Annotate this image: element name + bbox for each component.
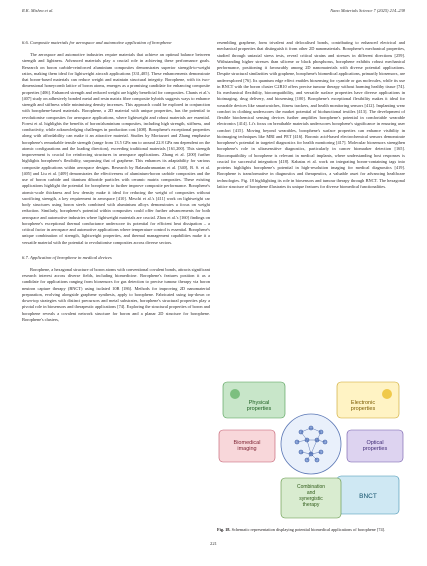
paragraph: The aerospace and automotive industries require materials that achieve an optimal balance between strength and lightness. Advanced materials play a crucial role in achieving these performance goals. Research on boron carbide-reinforced aluminium composites demonstrates superior strength-to-weight ratios, making them ideal for lightweight aircraft applications [331,405]. These enhancements demonstrate that boron-based materials can reduce weight and maintain structural integrity. Borophene, with its two-dimensional honeycomb lattice of boron atoms, emerges as a promising candidate for enhancing composite properties [406]. Enhanced strength and reduced weight are highly beneficial for composites. Chanis et al.'s [407] study on adhesively bonded metal and resin matrix fibre composite hybrids suggests ways to enhance strength and stiffness while minimising density increases. This approach could be explored in conjunction with borophene-based materials. Borophene, a 2D material with unique properties, has the potential to revolutionise composites for aerospace applications, where lightweight and robust materials are essential. Forest et al. highlights the benefits of boron/aluminium composites, including high strength, stiffness, and conductivity, while acknowledging challenges in production cost [408]. Borophene's exceptional properties along with affordability can make it an attractive material. Studies by Mortazavi and Zhang emphasise borophene's remarkable tensile strength (range from 13.5 GPa nm to around 22.8 GPa nm dependent on the atomic configurations and the loading direction), exceeding traditional materials [161,200]. This strength improvement is crucial for reinforcing structures in aerospace applications. Zhang et al. [200] further highlights borophene's flexibility, surpassing that of graphene. This enhances its adaptability for various composite applications within aerospace designs. Research by Balasubramanian et al. [340], B. S. et al. [405] and Liu et al. [409] demonstrates the effectiveness of aluminium-boron carbide composites and the use of boron carbide and titanium diboride particles with ceramic matrix composites. These existing applications highlight the potential for borophene to further improve composite performance. Borophene's atomic-scale thickness and low density make it ideal for reducing the weight of composites without sacrificing strength, a key requirement in aerospace [410]. Meschi et al.'s [411] work on lightweight car body structures using boron steels combined with aluminium alloys demonstrates a focus on weight reduction. Similarly, borophene's potential within composites could offer further advancements for both aerospace and automotive industries where lightweight materials are crucial. Zhou et al.'s [160] findings on borophene's exceptional thermal conductance underscore its potential for efficient heat dissipation – a critical factor in aerospace and automotive applications where temperature control is essential. Borophene's unique combination of strength, lightweight properties, and thermal management capabilities make it a versatile material with the potential to revolutionise composites across diverse sectors. bbox=[22, 52, 210, 245]
paragraph: Borophene, a hexagonal structure of boron atoms with conventional covalent bonds, attracts significant research interest across diverse fields, including biomedicine. Borophene's features position it as a candidate for applications ranging from biosensors for gas detection to precise tumour therapy via boron neutron capture therapy (BNCT) using isolated 10B [186]. Methods for improving 2D nanomaterial preparation, evolving alongside graphene synthesis, apply to borophene. Fabricated using top-down or down-top strategies with distinct precursors and metal substrates, borophene's structural properties play a pivotal role in biosensors and therapeutic applications [74]. Exploring the structural properties of boron and borophene reveals a covalent network structure for boron and a planar 2D structure for borophene. Borophene's clusters, bbox=[22, 266, 210, 322]
section-heading-6-6: 6.6. Composite materials for aerospace and automotive application of borophene bbox=[22, 40, 172, 45]
combination-therapy-panel bbox=[281, 478, 341, 518]
right-column bbox=[217, 40, 405, 190]
figure-caption bbox=[217, 527, 405, 533]
electronic-properties-panel bbox=[337, 382, 399, 418]
electronic-properties-label: Electronic properties bbox=[350, 400, 376, 412]
combination-therapy-label: Combination and synergistic therapy bbox=[296, 484, 326, 508]
page-number: 221 bbox=[210, 541, 217, 546]
optical-properties-label: Optical properties bbox=[362, 440, 388, 452]
biomedical-imaging-label: Biomedical imaging bbox=[233, 440, 261, 452]
left-column bbox=[22, 40, 210, 323]
bnct-label: BNCT bbox=[359, 493, 377, 500]
optical-properties-panel bbox=[347, 430, 403, 462]
bnct-panel bbox=[337, 476, 399, 514]
physical-properties-panel bbox=[223, 382, 285, 418]
running-header-authors: R.K. Mishra et al. bbox=[22, 8, 54, 13]
section-heading-6-7: 6.7. Application of borophene in medical devices bbox=[22, 254, 112, 260]
physical-properties-label: Physical properties bbox=[246, 400, 272, 412]
paragraph: resembling graphene, form trivalent and delocalised bonds, contributing to enhanced electrical and mechanical properties that distinguish it from other 2D nanomaterials. Borophene's mechanical properties, studied through uniaxial stress tests, reveal critical strains and stresses in different directions [259]. Withstanding higher stresses than silicene or black phosphorus, borophene exhibits robust mechanical performance, positioning it favourably among 2D nanomaterials with diverse potential applications. Despite structural similarities with graphene, borophene's biomedical applications, primarily biosensors, are underexplored [76]. Its quantum edge effect enables biosensing for cyanide or gas molecules, while its use in BNCT with the boron cluster C2B10 offers precise tumour therapy without harming healthy tissue [74]. Its mechanical flexibility, biocompatibility, and versatile surface properties have diverse applications in bioimaging, drug delivery, and biosensing [100]. Borophene's exceptional flexibility makes it ideal for wearable devices like smartwatches, fitness trackers, and health monitoring sensors [412]. Implanting wear comfort in clothing underscores the market potential of biofunctional textiles [413]. The development of flexible biochemical sensing devices further amplifies borophene's potential in comfortable wearable electronics [414]. Li's focus on breathable materials underscores borophene's significance in ensuring user comfort [415]. Moving beyond wearables, borophene's surface properties can enhance visibility in bioimaging techniques like MRI and PET [416]. Boronic acid-based electrochemical sensors demonstrate borophene's potential in targeted diagnostics for health monitoring [417]. Molecular biosensors strengthen borophene's role in ultrasensitive diagnostics, particularly in cancer biomarker detection [165]. Biocompatibility of borophene is relevant in medical implants, where understanding host responses is crucial for successful integration [418]. Kabatas et al. work on integrating boron-containing tags into proteins highlights borophene's potential in high-resolution imaging for medical diagnostics [419]. Borophene is transformative in diagnostics and therapeutics, a valuable asset for advancing healthcare technologies. Fig. 18 highlighting its role in biosensors and tumour therapy through BNCT. The hexagonal lattice structure of borophene illustrates its unique features for diverse biomedical functionalities. bbox=[217, 40, 405, 189]
biomedical-imaging-panel bbox=[219, 430, 275, 462]
running-header-journal: Nano Materials Science 7 (2025) 214–238 bbox=[330, 8, 405, 13]
figure-caption-text: Schematic representation displaying potential biomedical applications of borophene [74]. bbox=[231, 527, 386, 532]
borophene-lattice-icon bbox=[281, 414, 341, 474]
figure-caption-label: Fig. 18. bbox=[217, 527, 231, 532]
figure-18-schematic bbox=[217, 372, 405, 522]
